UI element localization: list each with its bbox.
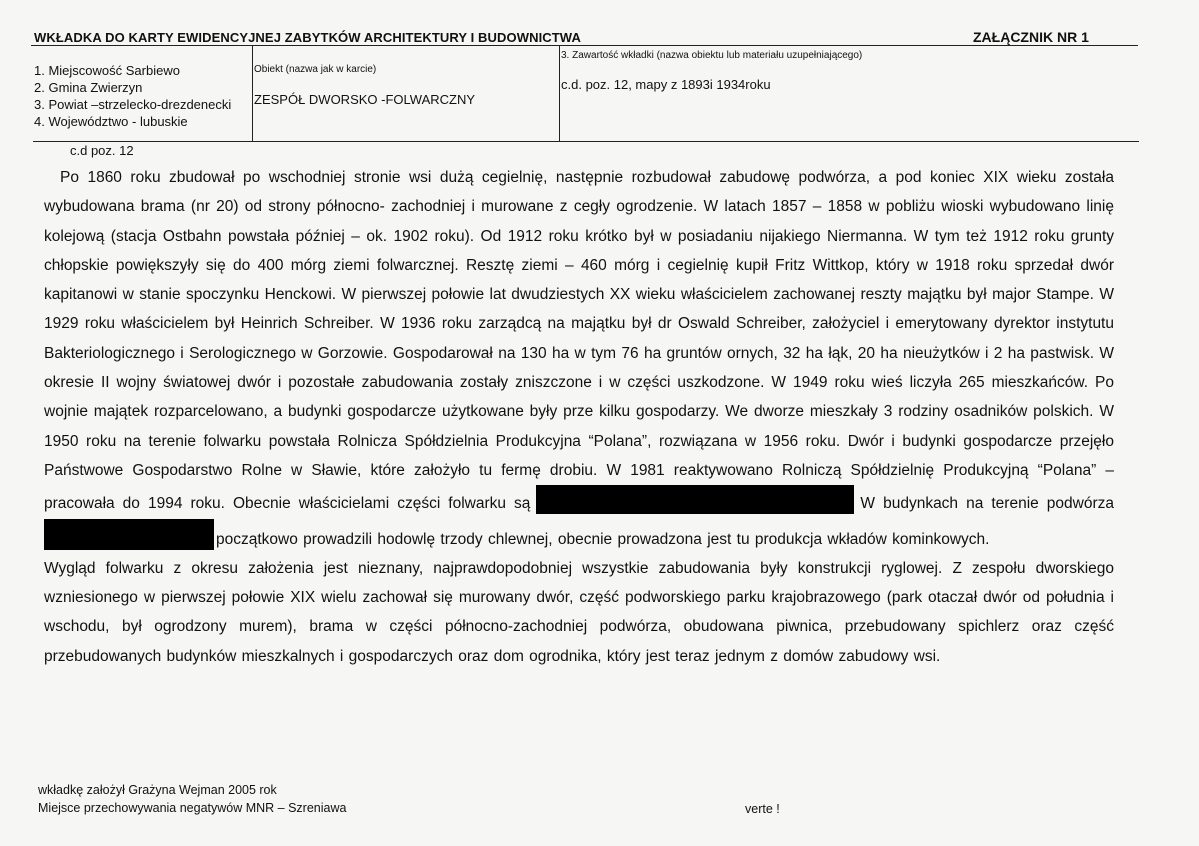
paragraph-description: Wygląd folwarku z okresu założenia jest nieznany, najprawdopodobniej wszystkie zabudowania były konstrukcji ryglowej. Z zespołu dworskiego wzniesionego w pierwszej połowie XIX wielu zachował się murowany dwór, część podworskiego parku krajobrazowego (park otaczał dwór od południa i wschodu, był ogrodzony murem), brama w części północno-zachodniej podwórza, obudowana piwnica, przebudowany spichlerz oraz część przebudowanych budynków mieszkalnych i gospodarczych oraz dom ogrodnika, który jest teraz jednym z domów zabudowy wsi.: [44, 559, 1114, 665]
paragraph-history-part-3: początkowo prowadzili hodowlę trzody chlewnej, obecnie prowadzona jest tu produkcja wkładów kominkowych.: [216, 530, 990, 548]
body-text: [44, 163, 1114, 671]
annex-number: ZAŁĄCZNIK NR 1: [973, 29, 1089, 45]
cell-divider-2: [559, 46, 560, 142]
verte-note: verte !: [745, 802, 780, 816]
location-county: 3. Powiat –strzelecko-drezdenecki: [34, 97, 232, 112]
negatives-storage: Miejsce przechowywania negatywów MNR – Szreniawa: [38, 801, 347, 815]
redaction-box: [536, 485, 854, 514]
form-title: WKŁADKA DO KARTY EWIDENCYJNEJ ZABYTKÓW ARCHITEKTURY I BUDOWNICTWA: [34, 30, 581, 45]
top-rule: [31, 45, 1138, 46]
contents-value: c.d. poz. 12, mapy z 1893i 1934roku: [561, 77, 771, 92]
author-note: wkładkę założył Grażyna Wejman 2005 rok: [38, 783, 277, 797]
location-cell: [34, 62, 231, 130]
location-voivodeship: 4. Województwo - lubuskie: [34, 114, 188, 129]
location-village: 1. Miejscowość Sarbiewo: [34, 63, 180, 78]
continuation-reference: c.d poz. 12: [70, 143, 134, 158]
contents-label: 3. Zawartość wkładki (nazwa obiektu lub materiału uzupełniającego): [561, 50, 863, 61]
object-label: Obiekt (nazwa jak w karcie): [254, 64, 377, 75]
paragraph-history-part-1: Po 1860 roku zbudował po wschodniej stronie wsi dużą cegielnię, następnie rozbudował zabudowę podwórza, a pod koniec XIX wieku została wybudowana brama (nr 20) od strony północno- zachodniej i murowane z cegły ogrodzenie. W latach 1857 – 1858 w pobliżu wioski wybudowano linię kolejową (stacja Ostbahn powstała później – ok. 1902 roku). Od 1912 roku krótko był w posiadaniu nijakiego Niermanna. W tym też 1912 roku grunty chłopskie powiększyły się do 400 mórg ziemi folwarcznej. Resztę ziemi – 460 mórg i cegielnię kupił Fritz Wittkop, który w 1918 roku sprzedał dwór kapitanowi w stanie spoczynku Henckowi. W pierwszej połowie lat dwudziestych XX wieku właścicielem zachowanej reszty majątku był major Stampe. W 1929 roku właścicielem był Heinrich Schreiber. W 1936 roku zarządcą na majątku był dr Oswald Schreiber, założyciel i emerytowany dyrektor instytutu Bakteriologicznego i Serologicznego w Gorzowie. Gospodarował na 130 ha w tym 76 ha gruntów ornych, 32 ha łąk, 20 ha nieużytków i 2 ha pastwisk. W okresie II wojny światowej dwór i pozostałe zabudowania zostały zniszczone i w części uszkodzone. W 1949 roku wieś liczyła 265 mieszkańców. Po wojnie majątek rozparcelowano, a budynki gospodarcze użytkowane były prze kilku gospodarzy. We dworze mieszkały 3 rodziny osadników polskich. W 1950 roku na terenie folwarku powstała Rolnicza Spółdzielnia Produkcyjna “Polana”, rozwiązana w 1956 roku. Dwór i budynki gospodarcze przejęło Państwowe Gospodarstwo Rolne w Sławie, które założyło tu fermę drobiu. W 1981 reaktywowano Rolniczą Spółdzielnię Produkcyjną “Polana” – pracowała do 1994 roku. Obecnie właścicielami części folwarku są: [44, 169, 1114, 513]
paragraph-history: [44, 163, 1114, 554]
redaction-box: [44, 519, 214, 550]
header-bottom-rule: [33, 141, 1139, 142]
location-commune: 2. Gmina Zwierzyn: [34, 80, 143, 95]
cell-divider-1: [252, 46, 253, 142]
object-value: ZESPÓŁ DWORSKO -FOLWARCZNY: [254, 92, 476, 107]
paragraph-history-part-2: W budynkach na terenie podwórza: [860, 495, 1114, 513]
